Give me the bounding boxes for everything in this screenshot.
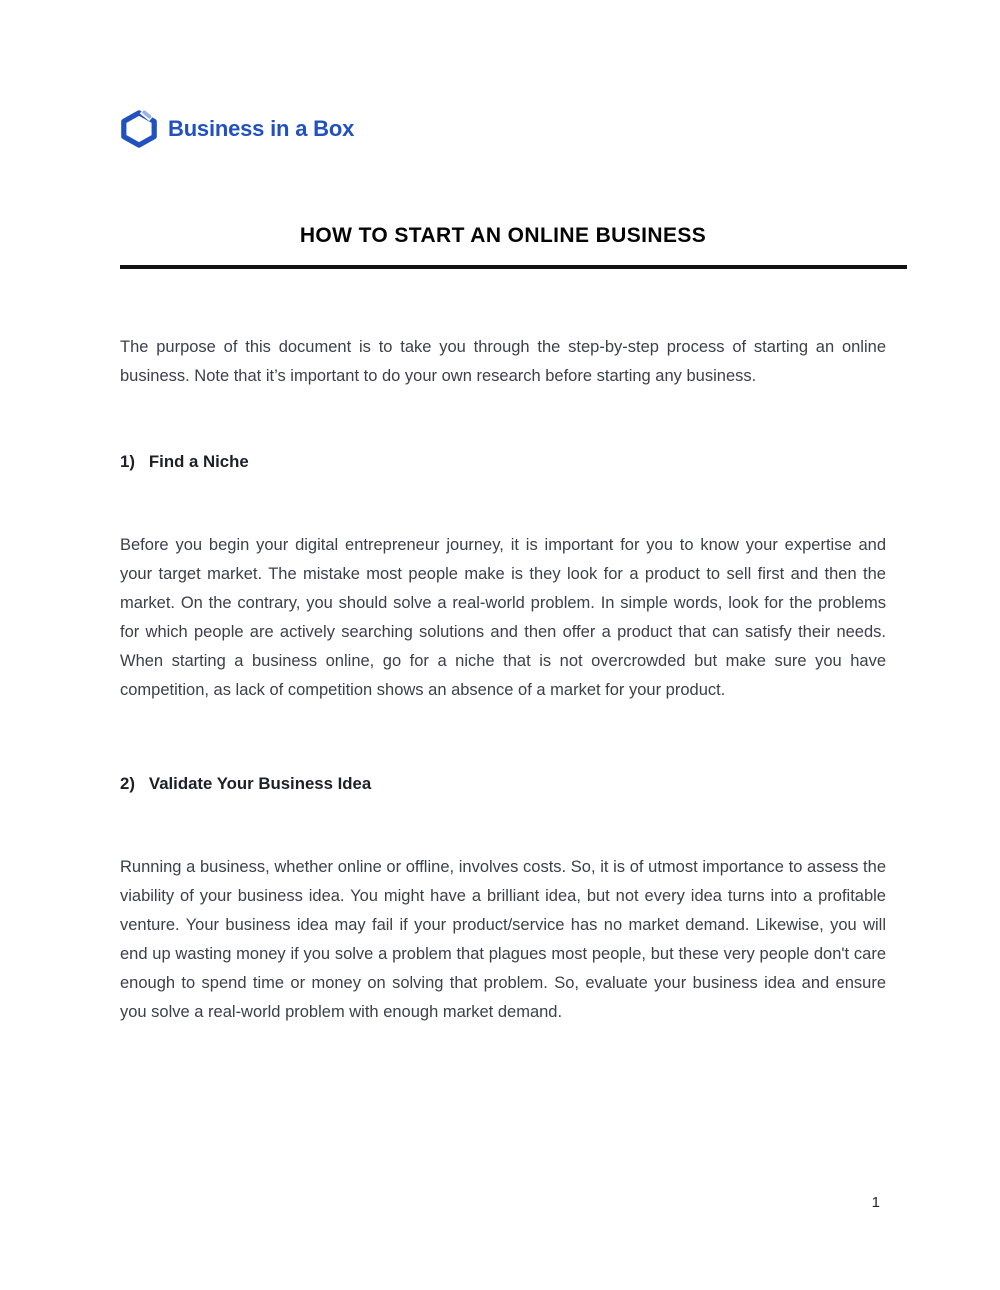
page-number: 1: [871, 1194, 880, 1211]
section-2-body: Running a business, whether online or offline, involves costs. So, it is of utmost importance to assess the viability of your business idea. You might have a brilliant idea, but not every idea turns into a profitable venture. Your business idea may fail if your product/service has no market demand. Likewise, you will end up wasting money if you solve a problem that plagues most people, but these very people don't care enough to spend time or money on solving that problem. So, evaluate your business idea and ensure you solve a real-world problem with enough market demand.: [120, 858, 886, 1021]
hexagon-logo-icon: [120, 110, 158, 148]
section-1-number: 1): [120, 452, 135, 471]
intro-paragraph: The purpose of this document is to take you through the step-by-step process of starting an online business. Note that it’s important to do your own research before starting any business.: [120, 338, 886, 385]
document-title: HOW TO START AN ONLINE BUSINESS: [299, 224, 707, 247]
section-2-title: Validate Your Business Idea: [148, 774, 372, 793]
section-1-heading: [120, 447, 886, 476]
section-1-title: Find a Niche: [148, 452, 249, 471]
logo-text: Business in a Box: [168, 116, 355, 141]
section-1-body: Before you begin your digital entrepreneur journey, it is important for you to know your expertise and your target market. The mistake most people make is they look for a product to sell first and then the market. On the contrary, you should solve a real-world problem. In simple words, look for the problems for which people are actively searching solutions and then offer a product that can satisfy their needs. When starting a business online, go for a niche that is not overcrowded but make sure you have competition, as lack of competition shows an absence of a market for your product.: [120, 536, 886, 699]
section-2-number: 2): [120, 774, 135, 793]
title-divider: [120, 265, 907, 269]
section-2-heading: [120, 769, 886, 798]
business-in-a-box-logo: [120, 0, 886, 148]
